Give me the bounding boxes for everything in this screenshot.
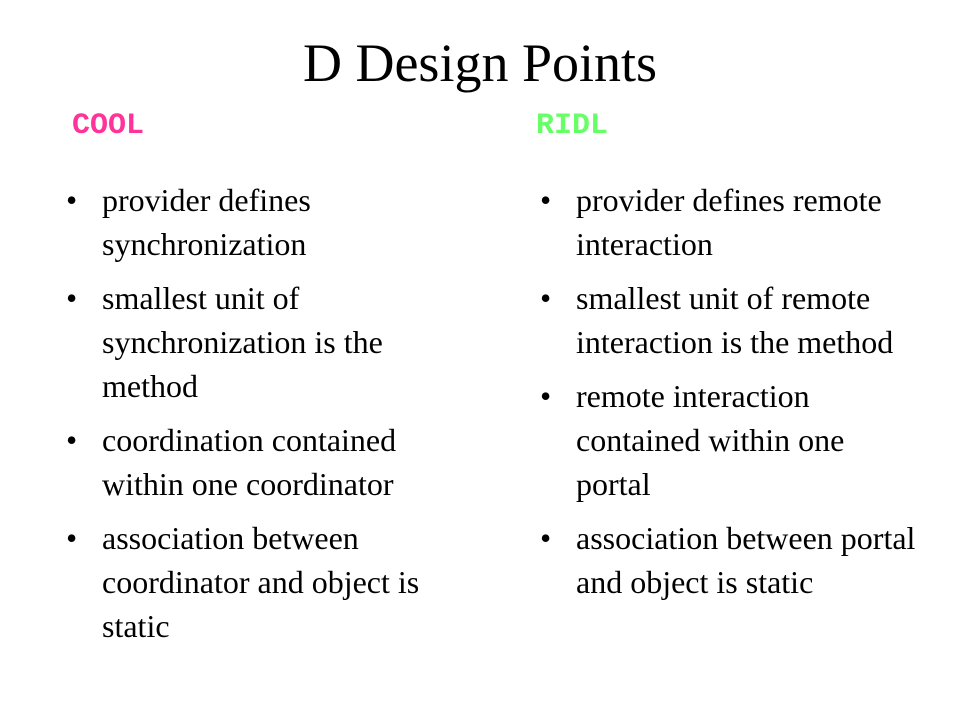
list-item-text: remote interaction contained within one portal bbox=[576, 378, 845, 502]
list-item bbox=[536, 276, 926, 364]
list-item bbox=[62, 516, 452, 648]
cool-bullet-list bbox=[62, 178, 452, 658]
list-item-text: association between coordinator and object is static bbox=[102, 520, 420, 644]
list-item-text: smallest unit of remote interaction is the method bbox=[576, 280, 894, 360]
bullet-icon: • bbox=[540, 378, 552, 414]
list-item-text: smallest unit of synchronization is the method bbox=[102, 280, 383, 404]
ridl-bullet-list bbox=[536, 178, 926, 614]
bullet-icon: • bbox=[66, 422, 78, 458]
list-item-text: coordination contained within one coordinator bbox=[102, 422, 397, 502]
bullet-icon: • bbox=[540, 280, 552, 316]
list-item bbox=[62, 418, 452, 506]
bullet-icon: • bbox=[66, 280, 78, 316]
bullet-icon: • bbox=[66, 182, 78, 218]
bullet-icon: • bbox=[540, 520, 552, 556]
ridl-heading: RIDL bbox=[536, 109, 609, 143]
slide-title: D Design Points bbox=[302, 33, 658, 93]
list-item bbox=[536, 516, 926, 604]
list-item bbox=[62, 276, 452, 408]
list-item-text: association between portal and object is static bbox=[576, 520, 916, 600]
cool-heading: COOL bbox=[72, 109, 145, 143]
bullet-icon: • bbox=[540, 182, 552, 218]
list-item-text: provider defines remote interaction bbox=[576, 182, 882, 262]
list-item bbox=[536, 374, 926, 506]
list-item bbox=[536, 178, 926, 266]
bullet-icon: • bbox=[66, 520, 78, 556]
list-item-text: provider defines synchronization bbox=[102, 182, 311, 262]
list-item bbox=[62, 178, 452, 266]
